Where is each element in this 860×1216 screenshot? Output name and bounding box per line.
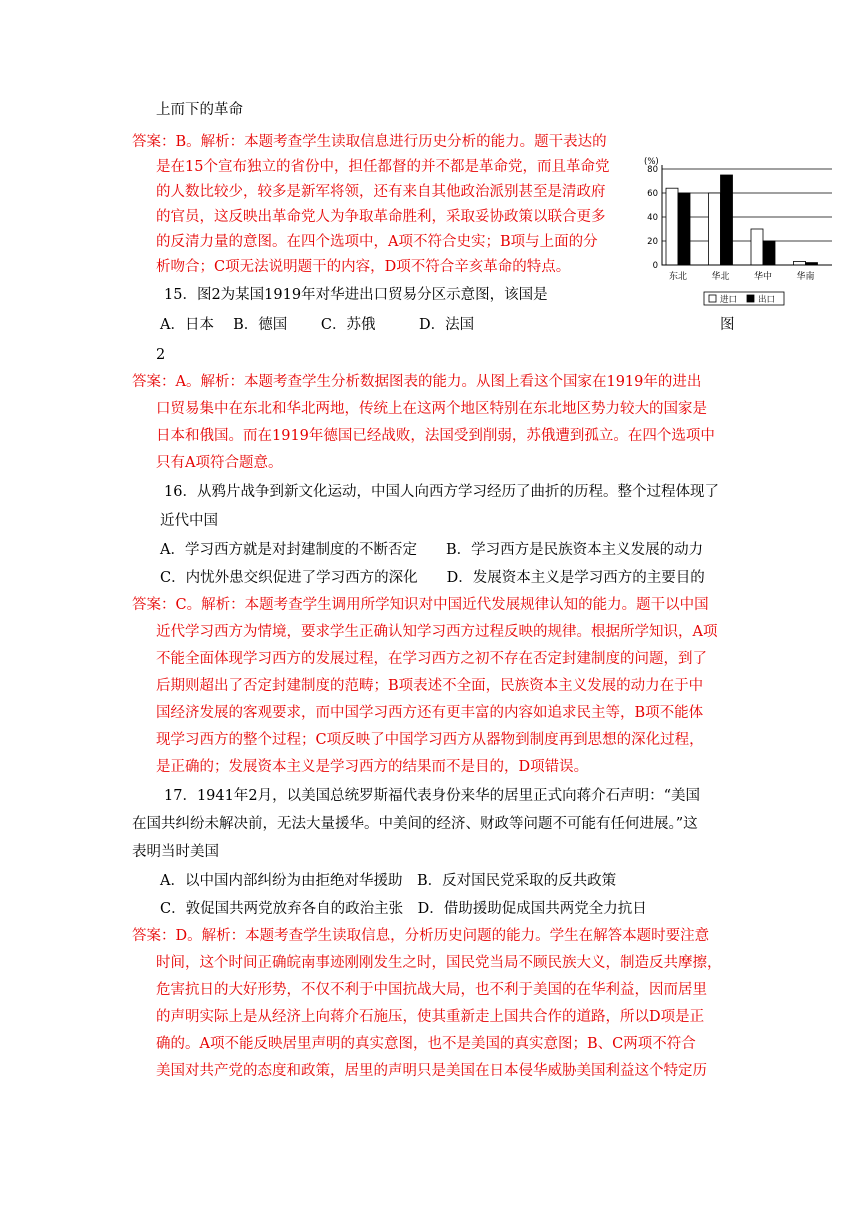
text-line: 的反清力量的意图。在四个选项中，A项不符合史实；B项与上面的分 — [156, 234, 598, 250]
text-line: 表明当时美国 — [132, 844, 219, 860]
text-line: 16．从鸦片战争到新文化运动，中国人向西方学习经历了曲折的历程。整个过程体现了 — [164, 484, 719, 500]
text-line: A．以中国内部纠纷为由拒绝对华援助 B．反对国民党采取的反共政策 — [160, 873, 617, 889]
bar-export — [678, 193, 690, 265]
text-line: 在国共纠纷未解决前，无法大量援华。中美间的经济、财政等问题不可能有任何进展。”这 — [132, 816, 698, 832]
text-line: 15．图2为某国1919年对华进出口贸易分区示意图，该国是 — [164, 287, 548, 303]
text-line: 美国对共产党的态度和政策，居里的声明只是美国在日本侵华威胁美国利益这个特定历 — [156, 1063, 707, 1079]
chart-bars — [666, 175, 818, 265]
text-line: 答案：B。解析：本题考查学生读取信息进行历史分析的能力。题干表达的 — [132, 134, 607, 150]
text-line: 答案：C。解析：本题考查学生调用所学知识对中国近代发展规律认知的能力。题干以中国 — [132, 597, 709, 613]
text-line: C．敦促国共两党放弃各自的政治主张 D．借助援助促成国共两党全力抗日 — [160, 901, 647, 917]
bar-import — [794, 261, 806, 265]
text-line: 日本和俄国。而在1919年德国已经战败，法国受到削弱，苏俄遭到孤立。在四个选项中 — [156, 428, 715, 444]
text-line: 17．1941年2月，以美国总统罗斯福代表身份来华的居里正式向蒋介石声明：“美国 — [164, 788, 700, 804]
y-tick-label: 0 — [652, 261, 658, 271]
bar-export — [763, 241, 775, 265]
y-tick-label: 80 — [647, 165, 658, 175]
text-line: 国经济发展的客观要求，而中国学习西方还有更丰富的内容如追求民主等，B项不能体 — [156, 705, 704, 721]
trade-bar-chart — [644, 152, 834, 312]
text-line: 近代学习西方为情境，要求学生正确认知学习西方过程反映的规律。根据所学知识，A项 — [156, 624, 718, 640]
text-line: 口贸易集中在东北和华北两地，传统上在这两个地区特别在东北地区势力较大的国家是 — [156, 401, 707, 417]
text-line: 是在15个宣布独立的省份中，担任都督的并不都是革命党，而且革命党 — [156, 159, 610, 175]
bar-import — [666, 188, 678, 265]
text-line: 只有A项符合题意。 — [156, 455, 283, 471]
text-line: 是正确的；发展资本主义是学习西方的结果而不是目的，D项错误。 — [156, 759, 589, 775]
chart-legend — [704, 292, 784, 305]
bar-import — [709, 193, 721, 265]
legend-swatch — [747, 295, 754, 302]
y-axis-unit-label: (%) — [644, 157, 659, 167]
text-line: 答案：D。解析：本题考查学生读取信息，分析历史问题的能力。学生在解答本题时要注意 — [132, 928, 710, 944]
x-tick-label: 华中 — [753, 272, 773, 282]
text-line: 危害抗日的大好形势，不仅不利于中国抗战大局，也不利于美国的在华利益，因而居里 — [156, 982, 707, 998]
text-line: 2 — [156, 347, 166, 363]
text-line: 近代中国 — [160, 513, 218, 529]
text-line: 析吻合；C项无法说明题干的内容，D项不符合辛亥革命的特点。 — [156, 259, 571, 275]
y-tick-label: 40 — [647, 213, 658, 223]
text-line: 答案：A。解析：本题考查学生分析数据图表的能力。从图上看这个国家在1919年的进出 — [132, 374, 702, 390]
text-line: 的声明实际上是从经济上向蒋介石施压，使其重新走上国共合作的道路，所以D项是正 — [156, 1009, 705, 1025]
y-tick-label: 60 — [647, 189, 658, 199]
bar-export — [721, 175, 733, 265]
text-line: 的官员，这反映出革命党人为争取革命胜利，采取妥协政策以联合更多 — [156, 209, 606, 225]
text-line: A．日本 B．德国 C．苏俄 D．法国 — [160, 317, 475, 333]
text-line: 图 — [720, 317, 735, 333]
x-tick-label: 华北 — [711, 272, 730, 282]
text-line: 上而下的革命 — [156, 102, 243, 118]
x-tick-label: 东北 — [668, 272, 688, 282]
text-line: 后期则超出了否定封建制度的范畴；B项表述不全面，民族资本主义发展的动力在于中 — [156, 678, 704, 694]
x-tick-label: 华南 — [796, 272, 815, 282]
text-line: 时间，这个时间正确皖南事迹刚刚发生之时，国民党当局不顾民族大义，制造反共摩擦， — [156, 955, 722, 971]
legend-swatch — [709, 295, 716, 302]
y-tick-label: 20 — [647, 237, 658, 247]
bar-import — [751, 229, 763, 265]
legend-label: 进口 — [720, 295, 738, 305]
text-line: 确的。A项不能反映居里声明的真实意图，也不是美国的真实意图；B、C两项不符合 — [156, 1036, 696, 1052]
text-line: 不能全面体现学习西方的发展过程，在学习西方之初不存在否定封建制度的问题，到了 — [156, 651, 707, 667]
legend-label: 出口 — [758, 295, 776, 305]
text-line: 现学习西方的整个过程；C项反映了中国学习西方从器物到制度再到思想的深化过程， — [156, 732, 704, 748]
text-line: A．学习西方就是对封建制度的不断否定 B．学习西方是民族资本主义发展的动力 — [160, 542, 704, 558]
text-line: C．内忧外患交织促进了学习西方的深化 D．发展资本主义是学习西方的主要目的 — [160, 570, 705, 586]
text-line: 的人数比较少，较多是新军将领，还有来自其他政治派别甚至是清政府 — [156, 184, 606, 200]
